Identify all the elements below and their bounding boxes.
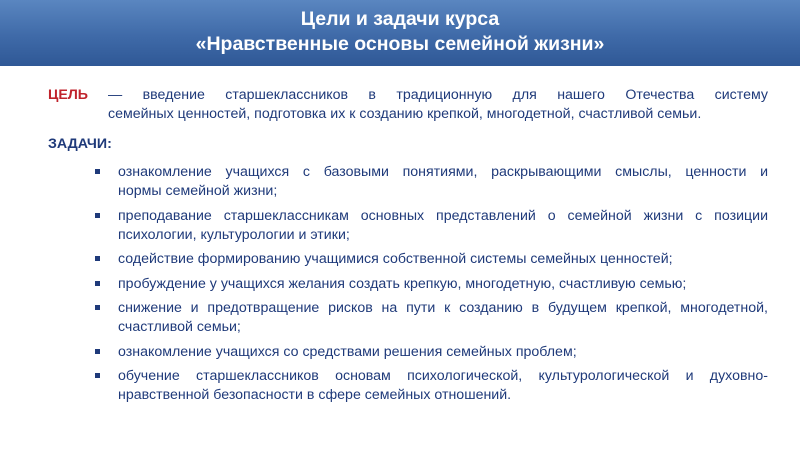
- task-item: [118, 163, 768, 201]
- square-bullet-icon: [95, 256, 100, 261]
- square-bullet-icon: [95, 169, 100, 174]
- task-text-line-1: обучение старшеклассников основам психологической, культурологической и духовно-: [118, 368, 768, 384]
- task-text-line-1: ознакомление учащихся со средствами решения семейных проблем;: [118, 343, 577, 360]
- task-text-line-1: преподавание старшеклассникам основных представлений о семейной жизни с позиции: [118, 207, 768, 224]
- task-item: [118, 250, 768, 269]
- task-text-line-2: нравственной безопасности в сфере семейных отношений.: [118, 387, 512, 403]
- task-item: [118, 207, 768, 245]
- tasks-label: ЗАДАЧИ:: [48, 136, 112, 152]
- task-text-line-1: содействие формированию учащимися собственной системы семейных ценностей;: [118, 251, 673, 267]
- task-item: [118, 343, 768, 362]
- task-item: [118, 299, 768, 337]
- slide-title-line-2: «Нравственные основы семейной жизни»: [195, 33, 605, 55]
- square-bullet-icon: [95, 349, 100, 354]
- square-bullet-icon: [95, 373, 100, 378]
- tasks-list: [118, 163, 768, 411]
- goal-block: [48, 86, 768, 124]
- task-text-line-2: психологии, культурологии и этики;: [118, 226, 350, 243]
- slide-title-line-1: Цели и задачи курса: [300, 8, 500, 30]
- goal-text-line-2: семейных ценностей, подготовка их к созданию крепкой, многодетной, счастливой семьи.: [108, 106, 702, 122]
- goal-label: ЦЕЛЬ: [48, 87, 88, 103]
- square-bullet-icon: [95, 305, 100, 310]
- task-text-line-1: снижение и предотвращение рисков на пути к созданию в будущем крепкой, многодетной,: [118, 300, 768, 316]
- task-text-line-2: счастливой семьи;: [118, 319, 241, 335]
- task-text-line-2: нормы семейной жизни;: [118, 183, 278, 199]
- task-item: [118, 275, 768, 294]
- task-item: [118, 367, 768, 405]
- task-text-line-1: ознакомление учащихся с базовыми понятиями, раскрывающими смыслы, ценности и: [118, 164, 768, 180]
- goal-text-line-1: — введение старшеклассников в традиционную для нашего Отечества систему: [108, 87, 768, 103]
- square-bullet-icon: [95, 281, 100, 286]
- square-bullet-icon: [95, 213, 100, 218]
- task-text-line-1: пробуждение у учащихся желания создать крепкую, многодетную, счастливую семью;: [118, 275, 687, 292]
